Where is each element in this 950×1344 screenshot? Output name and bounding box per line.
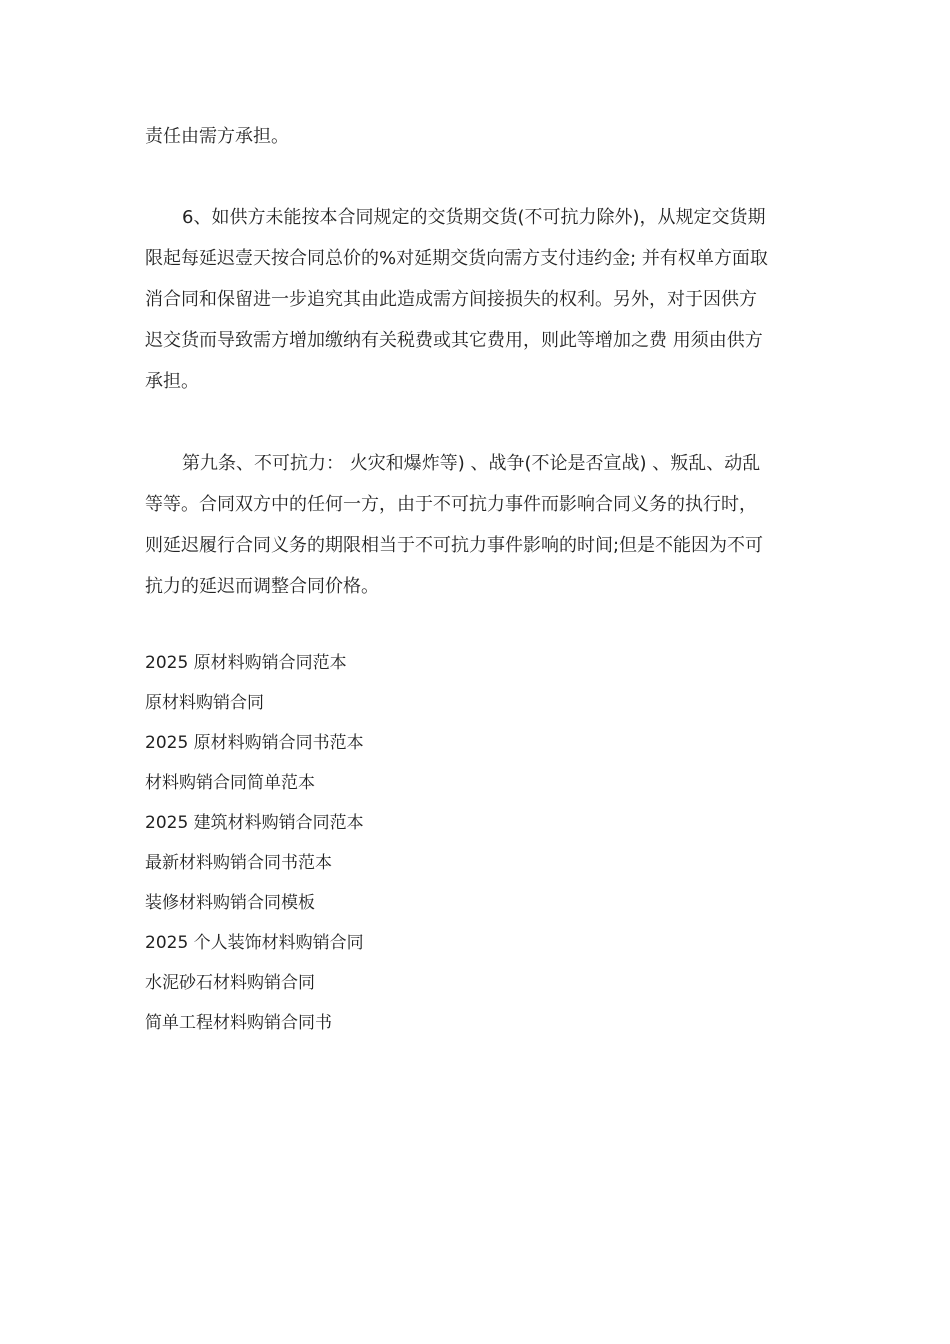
related-documents-list [145, 643, 364, 1043]
paragraph-line: 承担。 [145, 371, 199, 392]
paragraph-clause-6-late-delivery [145, 197, 805, 402]
paragraph-line: 迟交货而导致需方增加缴纳有关税费或其它费用，则此等增加之费 用须由供方 [145, 330, 763, 351]
paragraph-line: 限起每延迟壹天按合同总价的%对延期交货向需方支付违约金; 并有权单方面取 [145, 248, 768, 269]
related-link[interactable]: 原材料购销合同 [145, 693, 264, 713]
related-link[interactable]: 2025 建筑材料购销合同范本 [145, 813, 364, 833]
related-link[interactable]: 材料购销合同简单范本 [145, 773, 315, 793]
related-link[interactable]: 装修材料购销合同模板 [145, 893, 315, 913]
paragraph-line: 等等。合同双方中的任何一方，由于不可抗力事件而影响合同义务的执行时， [145, 494, 757, 515]
related-link[interactable]: 水泥砂石材料购销合同 [145, 973, 315, 993]
paragraph-line: 消合同和保留进一步追究其由此造成需方间接损失的权利。另外，对于因供方 [145, 289, 757, 310]
related-link[interactable]: 2025 个人装饰材料购销合同 [145, 933, 364, 953]
paragraph-liability-continuation [145, 116, 805, 157]
related-link[interactable]: 最新材料购销合同书范本 [145, 853, 332, 873]
paragraph-line: 抗力的延迟而调整合同价格。 [145, 576, 379, 597]
related-link[interactable]: 简单工程材料购销合同书 [145, 1013, 332, 1033]
paragraph-line: 则延迟履行合同义务的期限相当于不可抗力事件影响的时间;但是不能因为不可 [145, 535, 764, 556]
paragraph-line: 责任由需方承担。 [145, 126, 289, 147]
related-link[interactable]: 2025 原材料购销合同书范本 [145, 733, 364, 753]
paragraph-article-9-force-majeure [145, 443, 805, 607]
related-link[interactable]: 2025 原材料购销合同范本 [145, 653, 347, 673]
paragraph-line: 第九条、不可抗力： 火灾和爆炸等) 、战争(不论是否宣战) 、叛乱、动乱 [182, 453, 761, 474]
paragraph-line: 6、如供方未能按本合同规定的交货期交货(不可抗力除外)，从规定交货期 [182, 207, 766, 228]
